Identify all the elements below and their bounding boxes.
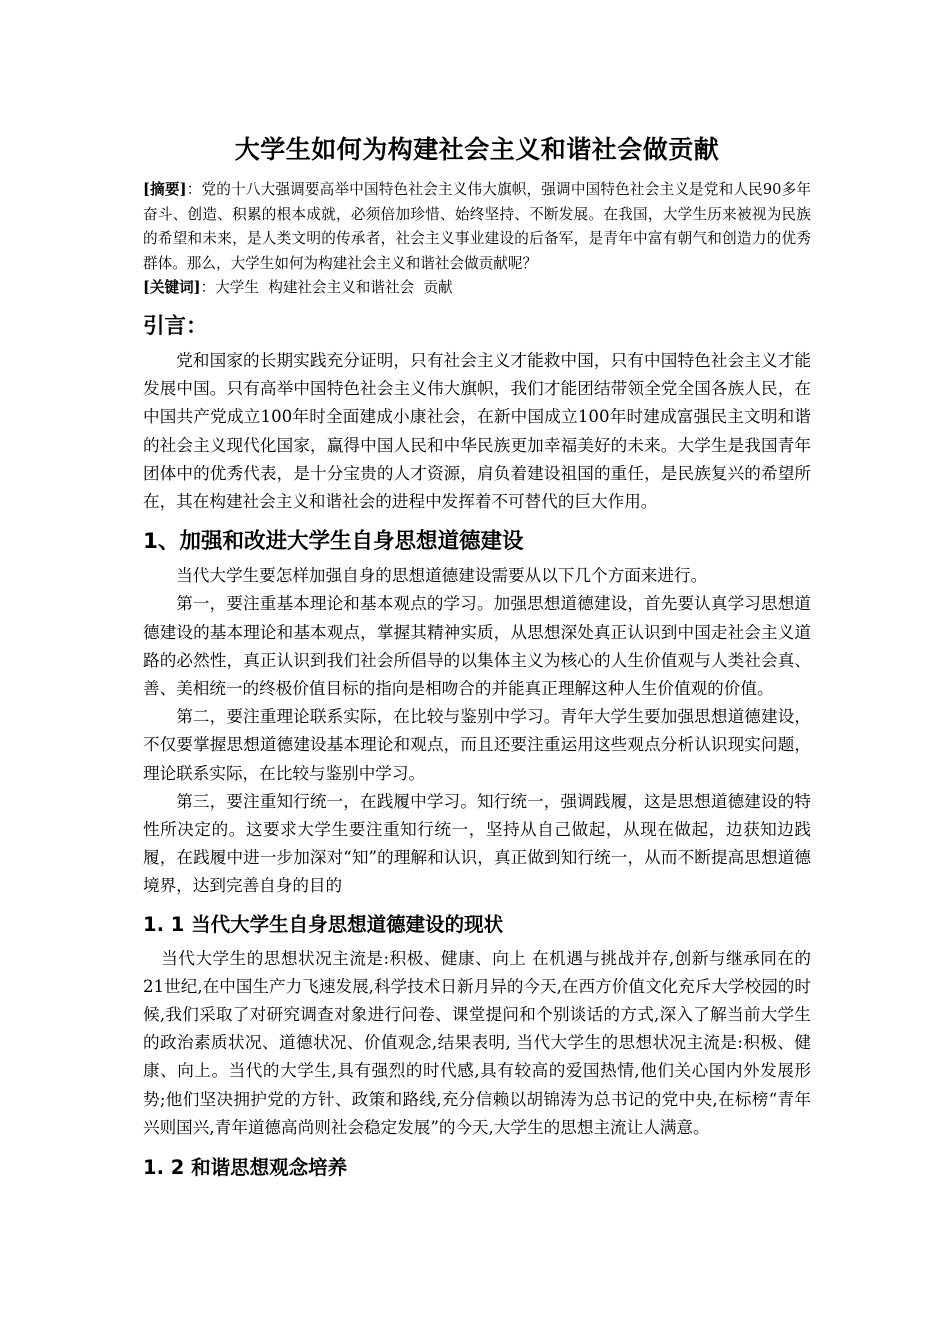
- keywords-label: [关键词]: [143, 279, 201, 297]
- section-1-2-heading: 1. 2 和谐思想观念培养: [143, 1156, 348, 1180]
- section-1-1-heading: 1. 1 当代大学生自身思想道德建设的现状: [143, 912, 504, 936]
- abstract-text: ：党的十八大强调要高举中国特色社会主义伟大旗帜，强调中国特色社会主义是党和人民90多年奋斗、创造、积累的根本成就，必须倍加珍惜、始终坚持、不断发展。在我国，大学生历来被视为民族的希望和未来，是人类文明的传承者，社会主义事业建设的后备军，是青年中富有朝气和创造力的优秀群体。那么，大学生如何为构建社会主义和谐社会做贡献呢？: [143, 181, 812, 272]
- section-1-1-paragraph: 当代大学生的思想状况主流是:积极、健康、向上 在机遇与挑战并存,创新与继承同在的21世纪,在中国生产力飞速发展,科学技术日新月异的今天,在西方价值文化充斥大学校园的时候,我们采取了对研究调查对象进行问卷、课堂提问和个别谈话的方式,深入了解当前大学生的政治素质状况、道德状况、价值观念,结果表明, 当代大学生的思想状况主流是:积极、健康、向上。当代的大学生,具有强烈的时代感,具有较高的爱国热情,他们关心国内外发展形势;他们坚决拥护党的方针、政策和路线,充分信赖以胡锦涛为总书记的党中央,在标榜“青年兴则国兴,青年道德高尚则社会稳定发展”的今天,大学生的思想主流让人满意。: [143, 948, 811, 1137]
- document-title: 大学生如何为构建社会主义和谐社会做贡献: [234, 135, 720, 164]
- section-1-paragraph: 当代大学生要怎样加强自身的思想道德建设需要从以下几个方面来进行。: [176, 566, 708, 586]
- section-1-paragraph: 第三，要注重知行统一，在践履中学习。知行统一，强调践履，这是思想道德建设的特性所决定的。这要求大学生要注重知行统一，坚持从自己做起，从现在做起，边获知边践履，在践履中进一步加深对“知”的理解和认识，真正做到知行统一，从而不断提高思想道德境界，达到完善自身的目的: [143, 791, 811, 896]
- abstract-label: [摘要]: [143, 181, 187, 198]
- intro-paragraph: 党和国家的长期实践充分证明，只有社会主义才能救中国，只有中国特色社会主义才能发展中国。只有高举中国特色社会主义伟大旗帜，我们才能团结带领全党全国各族人民，在中国共产党成立100年时全面建成小康社会，在新中国成立100年时建成富强民主文明和谐的社会主义现代化国家，赢得中国人民和中华民族更加幸福美好的未来。大学生是我国青年团体中的优秀代表，是十分宝贵的人才资源，肩负着建设祖国的重任，是民族复兴的希望所在，其在构建社会主义和谐社会的进程中发挥着不可替代的巨大作用。: [143, 350, 811, 511]
- keywords: [143, 276, 811, 301]
- keywords-text: ：大学生 构建社会主义和谐社会 贡献: [200, 279, 453, 297]
- section-1-paragraph: 第一，要注重基本理论和基本观点的学习。加强思想道德建设，首先要认真学习思想道德建设的基本理论和基本观点，掌握其精神实质，从思想深处真正认识到中国走社会主义道路的必然性，真正认识到我们社会所倡导的以集体主义为核心的人生价值观与人类社会真、善、美相统一的终极价值目标的指向是相吻合的并能真正理解这种人生价值观的价值。: [143, 594, 811, 698]
- abstract: [143, 178, 811, 276]
- section-1-paragraph: 第二，要注重理论联系实际，在比较与鉴别中学习。青年大学生要加强思想道德建设，不仅要掌握思想道德建设基本理论和观点，而且还要注重运用这些观点分析认识现实问题，理论联系实际，在比较与鉴别中学习。: [143, 707, 811, 783]
- section-1-heading: 1、加强和改进大学生自身思想道德建设: [143, 529, 524, 555]
- intro-heading: 引言：: [143, 313, 208, 339]
- document-content: [143, 132, 811, 1188]
